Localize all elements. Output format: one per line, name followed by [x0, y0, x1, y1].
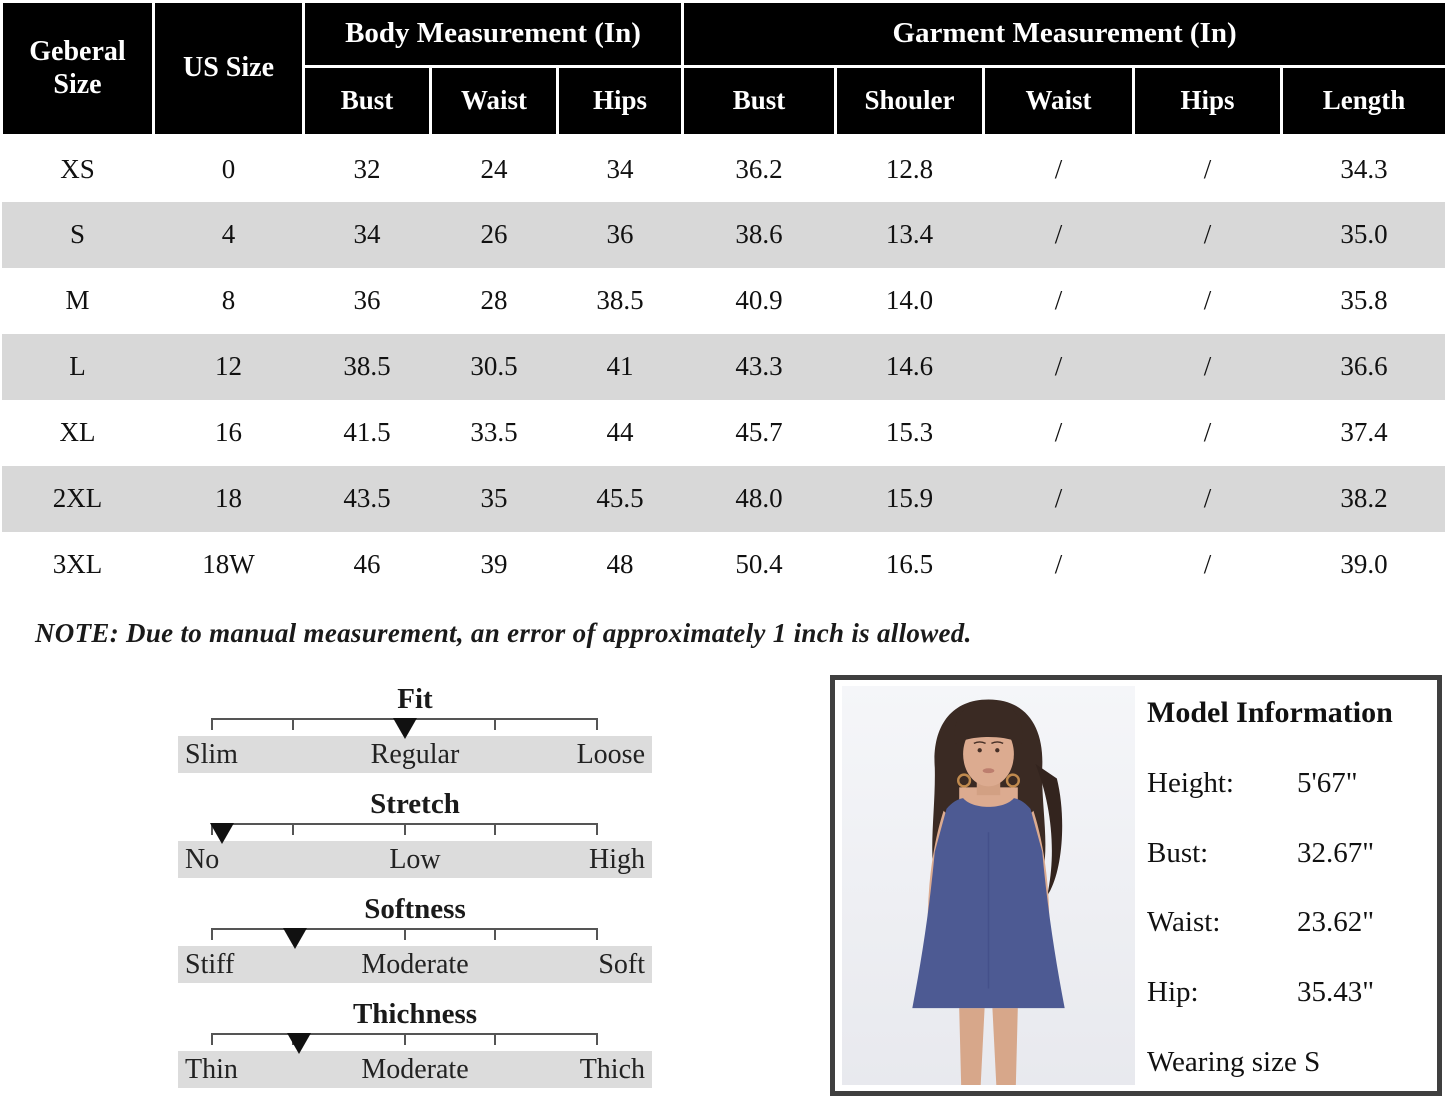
table-row [2, 532, 1445, 598]
wearing-size: Wearing size S [1147, 1045, 1321, 1078]
header-garment-shoulder: Shouler [836, 67, 984, 136]
model-information-panel [1135, 680, 1437, 1091]
table-cell: 35 [480, 483, 508, 513]
model-box [830, 675, 1442, 1096]
table-cell: 48.0 [735, 483, 783, 513]
table-cell: 41.5 [343, 417, 391, 447]
tick-mark [596, 718, 598, 730]
triangle-marker-icon [393, 718, 417, 739]
table-cell: / [1054, 417, 1063, 447]
tick-mark [404, 1033, 406, 1045]
table-cell: 3XL [52, 549, 103, 579]
table-cell: 16 [215, 417, 242, 447]
tick-mark [292, 823, 294, 835]
table-cell: 36 [353, 285, 381, 315]
header-garment-waist: Waist [984, 67, 1134, 136]
tick-mark [404, 823, 406, 835]
header-garment-length: Length [1282, 67, 1445, 136]
table-cell: 34 [606, 153, 634, 184]
slider-title: Stretch [370, 788, 460, 820]
table-cell: 38.6 [735, 219, 783, 249]
triangle-marker-icon [283, 928, 307, 949]
table-cell: / [1203, 483, 1212, 513]
tick-mark [211, 928, 213, 940]
scale-label-right: High [589, 843, 645, 875]
scale-label-left: Stiff [185, 948, 235, 980]
table-cell: 34 [353, 219, 381, 249]
table-cell: 13.4 [885, 219, 934, 249]
model-info-label: Bust: [1147, 836, 1209, 869]
table-cell: 45.5 [596, 483, 644, 513]
table-cell: 16.5 [885, 549, 934, 579]
table-row [2, 466, 1445, 532]
scale-label-center: Moderate [361, 948, 469, 980]
table-cell: XL [59, 417, 96, 447]
scale-label-right: Soft [598, 948, 645, 980]
table-cell: 38.2 [1340, 483, 1388, 513]
table-cell: 32 [353, 153, 381, 184]
table-cell: 18 [215, 483, 242, 513]
model-info-row [1147, 767, 1431, 800]
model-photo [835, 680, 1135, 1091]
table-cell: 38.5 [596, 285, 644, 315]
slider-title: Fit [397, 683, 433, 715]
slider-track [212, 718, 597, 732]
slider-track [212, 1033, 597, 1047]
model-illustration [842, 686, 1135, 1085]
header-body-hips: Hips [558, 67, 683, 136]
table-cell: / [1203, 219, 1212, 249]
slider-scale-bar [178, 736, 652, 773]
table-cell: 26 [480, 219, 508, 249]
tick-mark [596, 928, 598, 940]
tick-mark [211, 1033, 213, 1045]
tick-mark [494, 928, 496, 940]
table-cell: 38.5 [343, 351, 391, 381]
slider-track [212, 823, 597, 837]
table-cell: 15.9 [885, 483, 934, 513]
table-cell: 39.0 [1340, 549, 1388, 579]
size-table-body [2, 136, 1445, 598]
model-info-row [1147, 976, 1431, 1009]
triangle-marker-icon [210, 823, 234, 844]
table-cell: 41 [606, 351, 634, 381]
table-cell: 33.5 [470, 417, 518, 447]
table-cell: 34.3 [1340, 153, 1388, 184]
table-cell: S [69, 219, 86, 249]
table-row [2, 202, 1445, 268]
table-cell: 35.8 [1340, 285, 1388, 315]
table-header [2, 2, 1445, 136]
model-info-value: 23.62" [1297, 906, 1375, 939]
table-cell: 30.5 [470, 351, 518, 381]
table-cell: / [1203, 351, 1212, 381]
table-cell: 45.7 [735, 417, 783, 447]
table-cell: 4 [221, 219, 236, 249]
scale-label-right: Loose [576, 738, 645, 770]
header-body-measurement: Body Measurement (In) [304, 2, 683, 67]
table-cell: 18W [202, 549, 255, 579]
slider-softness [178, 894, 652, 987]
model-info-title: Model Information [1147, 696, 1393, 729]
slider-scale-bar [178, 946, 652, 983]
table-cell: / [1054, 351, 1063, 381]
table-cell: 43.5 [343, 483, 391, 513]
scale-label-left: Thin [185, 1053, 238, 1085]
scale-label-center: Regular [370, 738, 460, 770]
table-cell: 14.6 [885, 351, 934, 381]
table-cell: 14.0 [885, 285, 934, 315]
table-cell: 15.3 [885, 417, 934, 447]
table-cell: 48 [606, 549, 634, 579]
header-general-size: Geberal Size [2, 2, 154, 136]
triangle-marker-icon [287, 1033, 311, 1054]
table-cell: 50.4 [735, 549, 783, 579]
table-cell: / [1203, 285, 1212, 315]
table-cell: / [1054, 153, 1063, 184]
scale-label-center: Low [389, 843, 441, 875]
table-cell: XS [60, 153, 95, 184]
slider-scale-bar [178, 841, 652, 878]
table-cell: / [1203, 153, 1212, 184]
slider-scale-bar [178, 1051, 652, 1088]
tick-mark [494, 1033, 496, 1045]
header-body-bust: Bust [304, 67, 431, 136]
slider-fit [178, 684, 652, 777]
model-info-value: 5'67" [1297, 766, 1358, 799]
table-cell: / [1054, 219, 1063, 249]
table-cell: / [1054, 483, 1063, 513]
table-cell: / [1203, 549, 1212, 579]
tick-mark [404, 928, 406, 940]
table-row [2, 136, 1445, 202]
header-garment-measurement: Garment Measurement (In) [683, 2, 1445, 67]
scale-label-left: No [185, 843, 220, 875]
table-cell: 12 [215, 351, 242, 381]
measurement-note: NOTE: Due to manual measurement, an error of approximately 1 inch is allowed. [35, 618, 972, 648]
scale-label-center: Moderate [361, 1053, 469, 1085]
table-cell: 39 [480, 549, 508, 579]
table-cell: 36.2 [735, 153, 783, 184]
table-cell: / [1054, 549, 1063, 579]
table-cell: 8 [221, 285, 236, 315]
attribute-sliders [178, 684, 652, 1102]
header-garment-bust: Bust [683, 67, 836, 136]
slider-title: Softness [364, 893, 466, 925]
scale-label-right: Thich [579, 1053, 645, 1085]
tick-mark [292, 718, 294, 730]
table-cell: 36.6 [1340, 351, 1388, 381]
table-row [2, 268, 1445, 334]
table-row [2, 334, 1445, 400]
table-cell: 28 [480, 285, 508, 315]
slider-stretch [178, 789, 652, 882]
table-cell: / [1203, 417, 1212, 447]
model-info-row [1147, 906, 1431, 939]
model-info-row [1147, 837, 1431, 870]
table-cell: 12.8 [885, 153, 934, 184]
header-garment-hips: Hips [1134, 67, 1282, 136]
table-cell: 46 [353, 549, 381, 579]
table-cell: 44 [606, 417, 634, 447]
slider-track [212, 928, 597, 942]
model-info-label: Height: [1147, 766, 1234, 799]
table-cell: M [65, 285, 90, 315]
table-cell: / [1054, 285, 1063, 315]
tick-mark [211, 718, 213, 730]
table-cell: 2XL [52, 483, 103, 513]
model-info-value: 35.43" [1297, 976, 1375, 1009]
table-cell: 24 [480, 153, 508, 184]
table-cell: 0 [221, 153, 236, 184]
tick-mark [596, 1033, 598, 1045]
table-cell: 37.4 [1340, 417, 1388, 447]
table-row [2, 400, 1445, 466]
header-us-size: US Size [154, 2, 304, 136]
model-info-label: Hip: [1147, 976, 1199, 1009]
slider-thickness [178, 999, 652, 1092]
table-cell: 36 [606, 219, 634, 249]
tick-mark [494, 823, 496, 835]
table-cell: 40.9 [735, 285, 783, 315]
tick-mark [596, 823, 598, 835]
table-cell: L [69, 351, 86, 381]
table-cell: 43.3 [735, 351, 783, 381]
scale-label-left: Slim [185, 738, 238, 770]
model-info-value: 32.67" [1297, 836, 1375, 869]
model-info-label: Waist: [1147, 906, 1221, 939]
header-body-waist: Waist [431, 67, 558, 136]
slider-title: Thichness [352, 998, 478, 1030]
table-cell: 35.0 [1340, 219, 1388, 249]
tick-mark [494, 718, 496, 730]
